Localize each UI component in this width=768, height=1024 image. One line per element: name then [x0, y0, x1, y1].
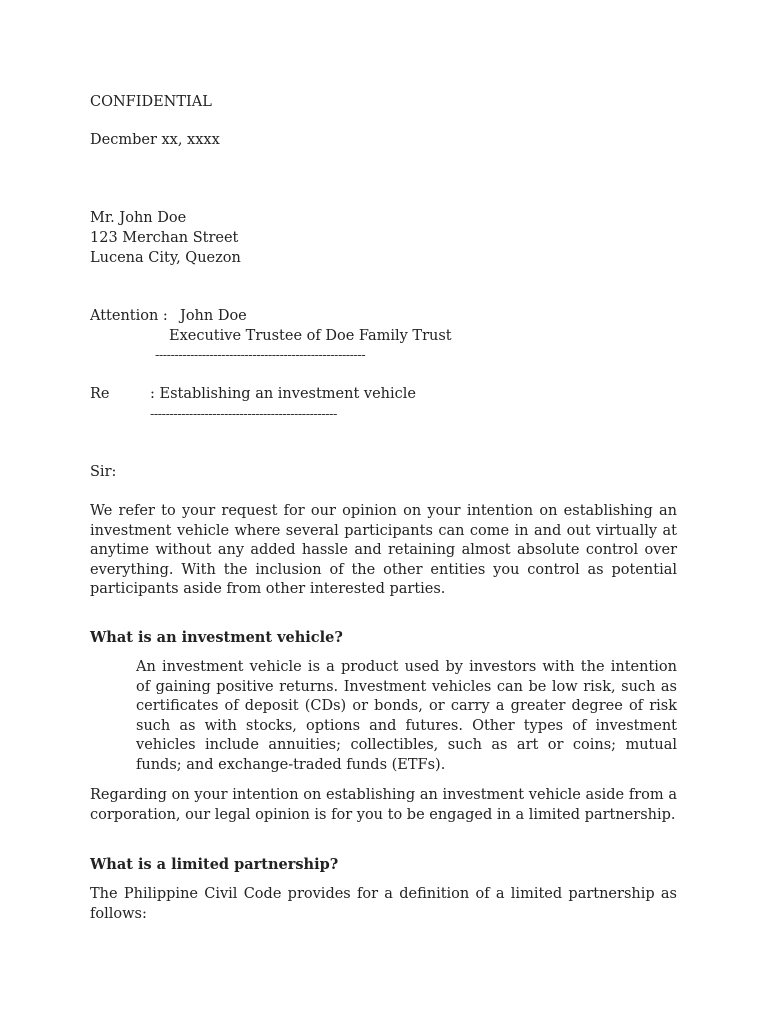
- section1-body: An investment vehicle is a product used by investors with the intention of gaining positive returns. Investment vehicles can be low risk, such as certificates of deposit (CDs) or bonds, or carry a greater degree of risk such as with stocks, options and futures. Other types of investment vehicles include annuities; collectibles, such as art or coins; mutual funds; and exchange-traded funds (ETFs).: [136, 659, 677, 773]
- re-label: Re: [90, 386, 110, 402]
- attention-underline: ------------------------------------------------------: [155, 348, 366, 363]
- letter-date: Decmber xx, xxxx: [90, 132, 220, 148]
- opinion-paragraph-block: [90, 786, 677, 825]
- section1-body-block: [136, 658, 677, 775]
- attention-label: Attention :: [90, 308, 168, 324]
- attention-title: Executive Trustee of Doe Family Trust: [169, 328, 452, 344]
- section2-body: The Philippine Civil Code provides for a definition of a limited partnership as follows:: [90, 886, 677, 922]
- section1-heading: What is an investment vehicle?: [90, 629, 343, 646]
- intro-paragraph-block: [90, 502, 677, 600]
- intro-paragraph: We refer to your request for our opinion on your intention on establishing an investment vehicle where several participants can come in and out virtually at anytime without any added hassle and retaining almost absolute control over everything. With the inclusion of the other entities you control as potential participants aside from other interested parties.: [90, 503, 677, 597]
- addressee-street: 123 Merchan Street: [90, 230, 239, 246]
- addressee-name: Mr. John Doe: [90, 210, 187, 226]
- re-underline: ------------------------------------------------: [150, 407, 337, 422]
- section2-heading: What is a limited partnership?: [90, 856, 339, 873]
- salutation: Sir:: [90, 464, 117, 480]
- attention-name: John Doe: [180, 308, 247, 324]
- section1-heading-block: [90, 628, 677, 648]
- re-subject: : Establishing an investment vehicle: [150, 386, 416, 402]
- addressee-city: Lucena City, Quezon: [90, 250, 241, 266]
- opinion-paragraph: Regarding on your intention on establishing an investment vehicle aside from a corporation, our legal opinion is for you to be engaged in a limited partnership.: [90, 787, 677, 823]
- confidential-label: CONFIDENTIAL: [90, 94, 212, 110]
- section2-body-block: [90, 885, 677, 924]
- section2-heading-block: [90, 855, 677, 875]
